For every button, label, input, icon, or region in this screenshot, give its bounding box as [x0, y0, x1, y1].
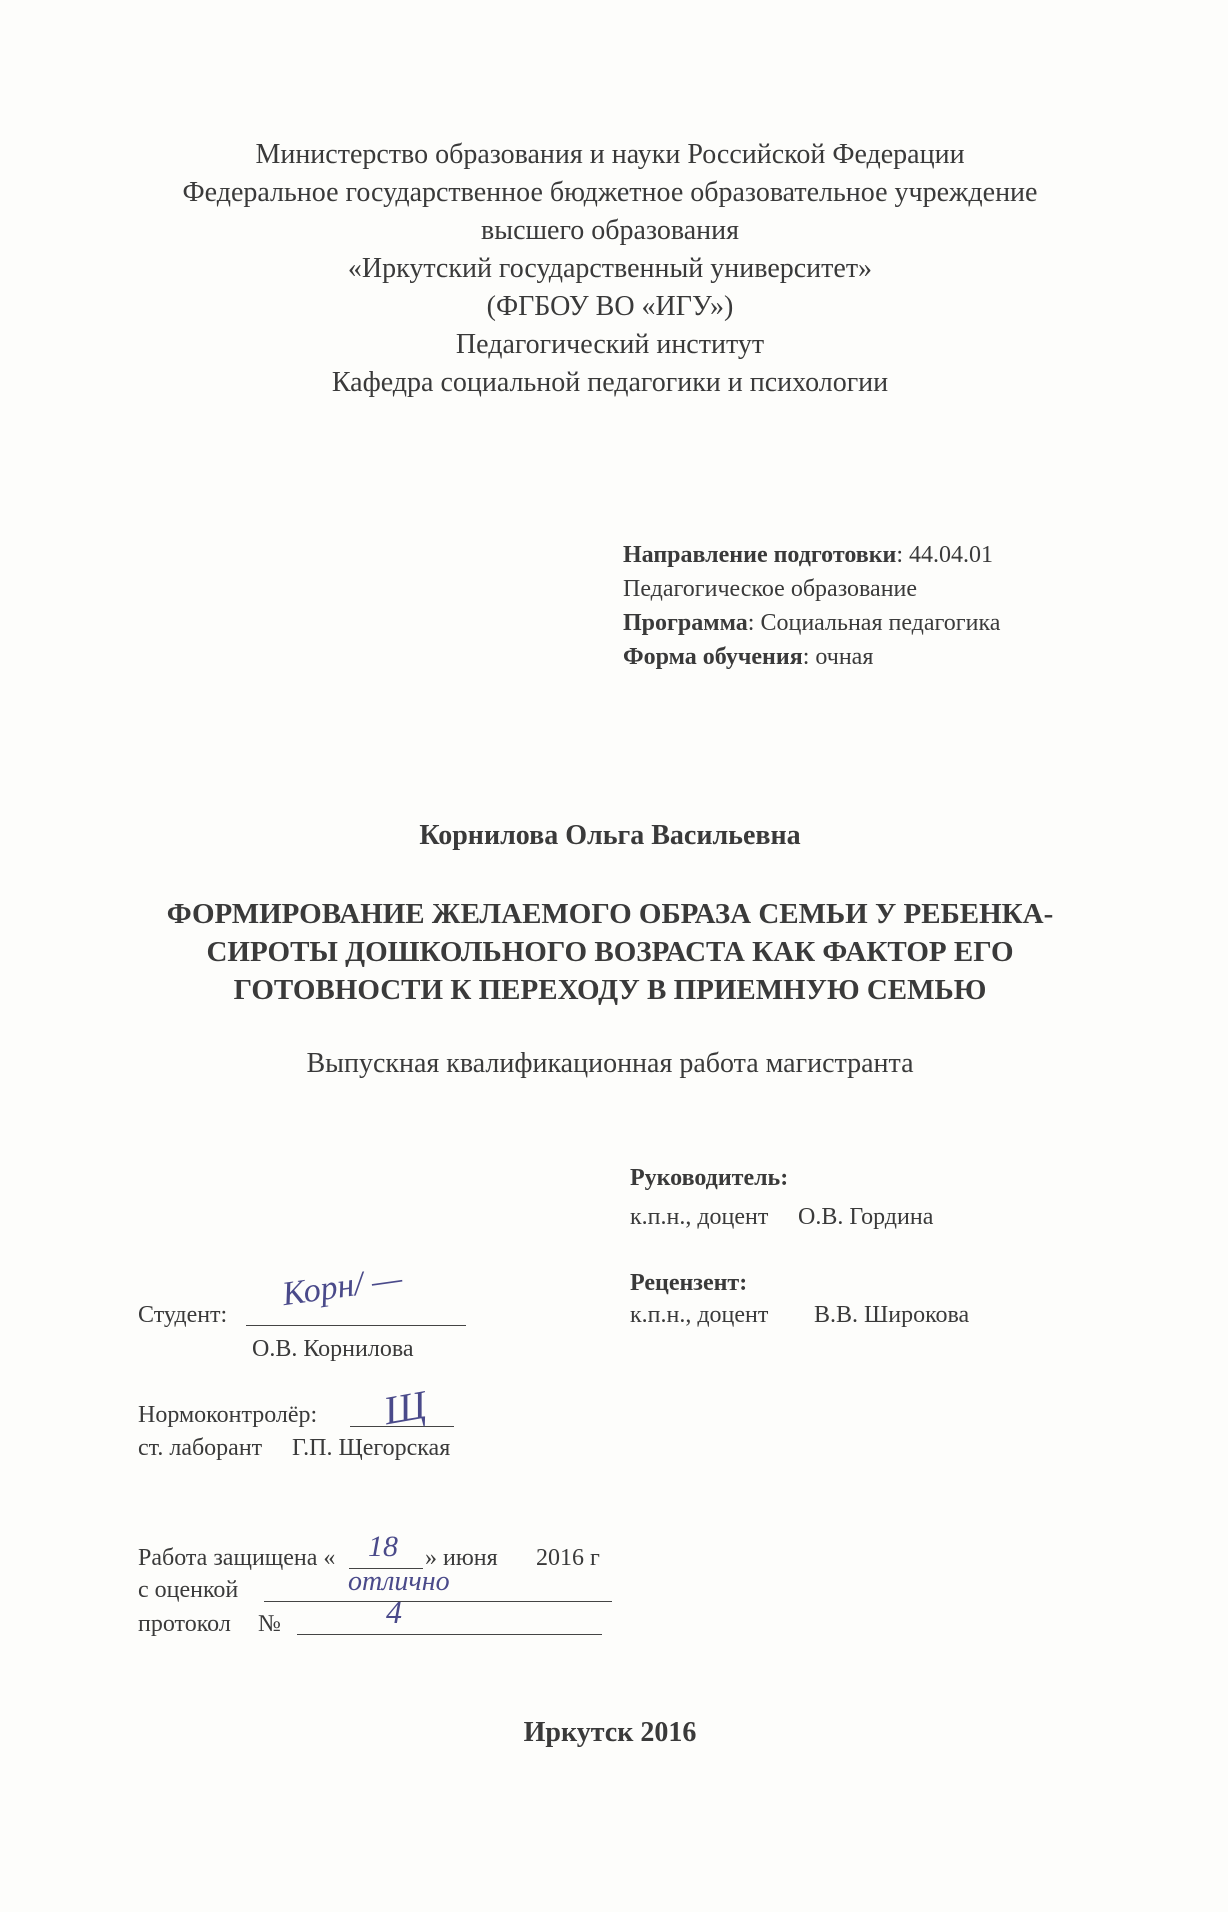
title-line-1: ФОРМИРОВАНИЕ ЖЕЛАЕМОГО ОБРАЗА СЕМЬИ У РЕБЕНКА- — [166, 898, 1054, 930]
program-info — [623, 538, 1000, 674]
reviewer-degree: к.п.н., доцент — [630, 1302, 769, 1328]
form-value: : очная — [802, 644, 874, 670]
work-type: Выпускная квалификационная работа магистранта — [306, 1048, 914, 1079]
university-abbr-line: (ФГБОУ ВО «ИГУ») — [486, 291, 734, 322]
program-value: : Социальная педагогика — [747, 610, 1001, 636]
direction-code: : 44.04.01 — [896, 542, 994, 568]
grade-value: отлично — [348, 1566, 450, 1597]
normcontrol-label: Нормоконтролёр: — [138, 1402, 318, 1428]
education-level-line: высшего образования — [481, 215, 739, 246]
institute-line: Педагогический институт — [455, 329, 765, 360]
normcontrol-name: Г.П. Щегорская — [292, 1435, 451, 1461]
institution-type-line: Федеральное государственное бюджетное образовательное учреждение — [182, 177, 1038, 208]
normcontrol-signature: Щ — [380, 1381, 430, 1434]
university-name-line: «Иркутский государственный университет» — [347, 253, 873, 284]
defense-year: 2016 г — [536, 1545, 600, 1571]
form-label: Форма обучения — [623, 644, 803, 670]
defense-day: 18 — [368, 1530, 398, 1563]
protocol-line — [297, 1634, 602, 1635]
protocol-label: протокол — [138, 1611, 231, 1637]
title-line-2: СИРОТЫ ДОШКОЛЬНОГО ВОЗРАСТА КАК ФАКТОР ЕГО — [206, 936, 1014, 968]
grade-label: с оценкой — [138, 1577, 239, 1603]
supervisor-label: Руководитель: — [630, 1165, 789, 1191]
ministry-line: Министерство образования и науки Российской Федерации — [255, 139, 965, 170]
reviewer-label: Рецензент: — [630, 1270, 748, 1296]
thesis-title — [0, 895, 1220, 1009]
grade-line — [264, 1601, 612, 1602]
defense-month: » июня — [425, 1545, 498, 1571]
program-label: Программа — [623, 610, 748, 636]
program-line — [623, 606, 1000, 640]
student-label: Студент: — [138, 1302, 228, 1328]
defense-label-start: Работа защищена « — [138, 1545, 336, 1571]
direction-line — [623, 538, 1000, 572]
protocol-sign: № — [258, 1611, 281, 1637]
student-signature-line — [246, 1325, 466, 1326]
institution-header — [0, 136, 1220, 402]
city-year: Иркутск 2016 — [523, 1717, 697, 1748]
normcontrol-position: ст. лаборант — [138, 1435, 263, 1461]
department-line: Кафедра социальной педагогики и психологии — [331, 367, 889, 398]
direction-name: Педагогическое образование — [623, 576, 918, 602]
student-signature: Корн/ — — [279, 1259, 405, 1314]
reviewer-name: В.В. Широкова — [814, 1302, 970, 1328]
title-line-3: ГОТОВНОСТИ К ПЕРЕХОДУ В ПРИЕМНУЮ СЕМЬЮ — [233, 974, 987, 1006]
protocol-number: 4 — [386, 1594, 402, 1630]
supervisor-name: О.В. Гордина — [798, 1204, 934, 1230]
author-name: Корнилова Ольга Васильевна — [419, 820, 801, 851]
student-name: О.В. Корнилова — [252, 1336, 414, 1362]
supervisor-degree: к.п.н., доцент — [630, 1204, 769, 1230]
form-line — [623, 640, 1000, 674]
direction-label: Направление подготовки — [623, 542, 897, 568]
